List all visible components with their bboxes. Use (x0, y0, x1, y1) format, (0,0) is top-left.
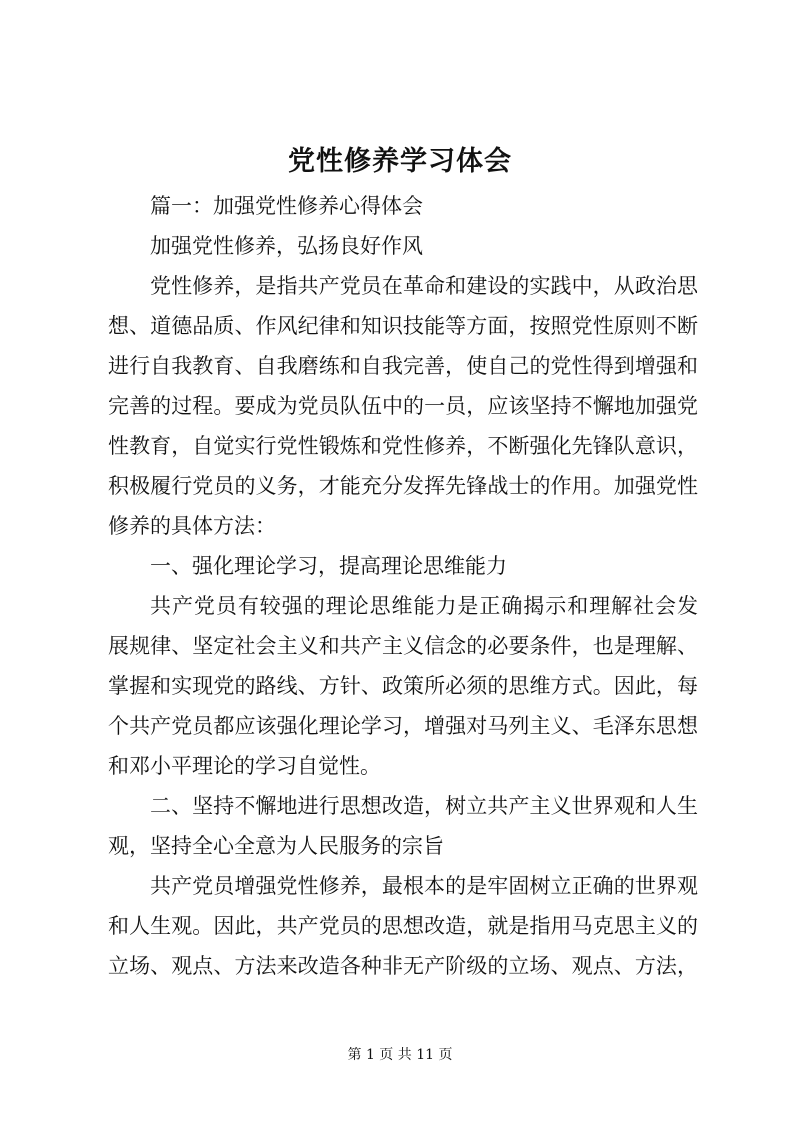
paragraph-line: 想、道德品质、作风纪律和知识技能等方面，按照党性原则不断 (108, 314, 698, 338)
paragraph-line: 立场、观点、方法来改造各种非无产阶级的立场、观点、方法， (108, 954, 698, 978)
paragraph-line: 和邓小平理论的学习自觉性。 (108, 754, 381, 778)
paragraph-line: 进行自我教育、自我磨练和自我完善，使自己的党性得到增强和 (108, 354, 698, 378)
section-heading: 二、坚持不懈地进行思想改造，树立共产主义世界观和人生 (150, 794, 698, 818)
paragraph-line: 性教育，自觉实行党性锻炼和党性修养，不断强化先锋队意识， (108, 434, 698, 458)
section-heading: 篇一：加强党性修养心得体会 (150, 194, 423, 218)
document-title: 党性修养学习体会 (288, 146, 512, 177)
section-heading-continued: 观，坚持全心全意为人民服务的宗旨 (108, 834, 444, 858)
paragraph-line: 和人生观。因此，共产党员的思想改造，就是指用马克思主义的 (108, 914, 698, 938)
paragraph-line: 完善的过程。要成为党员队伍中的一员，应该坚持不懈地加强党 (108, 394, 698, 418)
paragraph-line: 党性修养，是指共产党员在革命和建设的实践中，从政治思 (150, 274, 698, 298)
paragraph-line: 个共产党员都应该强化理论学习，增强对马列主义、毛泽东思想 (108, 714, 698, 738)
paragraph-line: 共产党员有较强的理论思维能力是正确揭示和理解社会发 (150, 594, 698, 618)
subheading: 加强党性修养，弘扬良好作风 (150, 234, 423, 258)
page-footer: 第 1 页 共 11 页 (347, 1047, 453, 1063)
section-heading: 一、强化理论学习，提高理论思维能力 (150, 554, 507, 578)
document-body (108, 186, 698, 986)
paragraph-line: 积极履行党员的义务，才能充分发挥先锋战士的作用。加强党性 (108, 474, 698, 498)
paragraph-line: 修养的具体方法： (108, 514, 276, 538)
paragraph-line: 掌握和实现党的路线、方针、政策所必须的思维方式。因此，每 (108, 674, 698, 698)
paragraph-line: 共产党员增强党性修养，最根本的是牢固树立正确的世界观 (150, 874, 698, 898)
paragraph-line: 展规律、坚定社会主义和共产主义信念的必要条件，也是理解、 (108, 634, 698, 658)
